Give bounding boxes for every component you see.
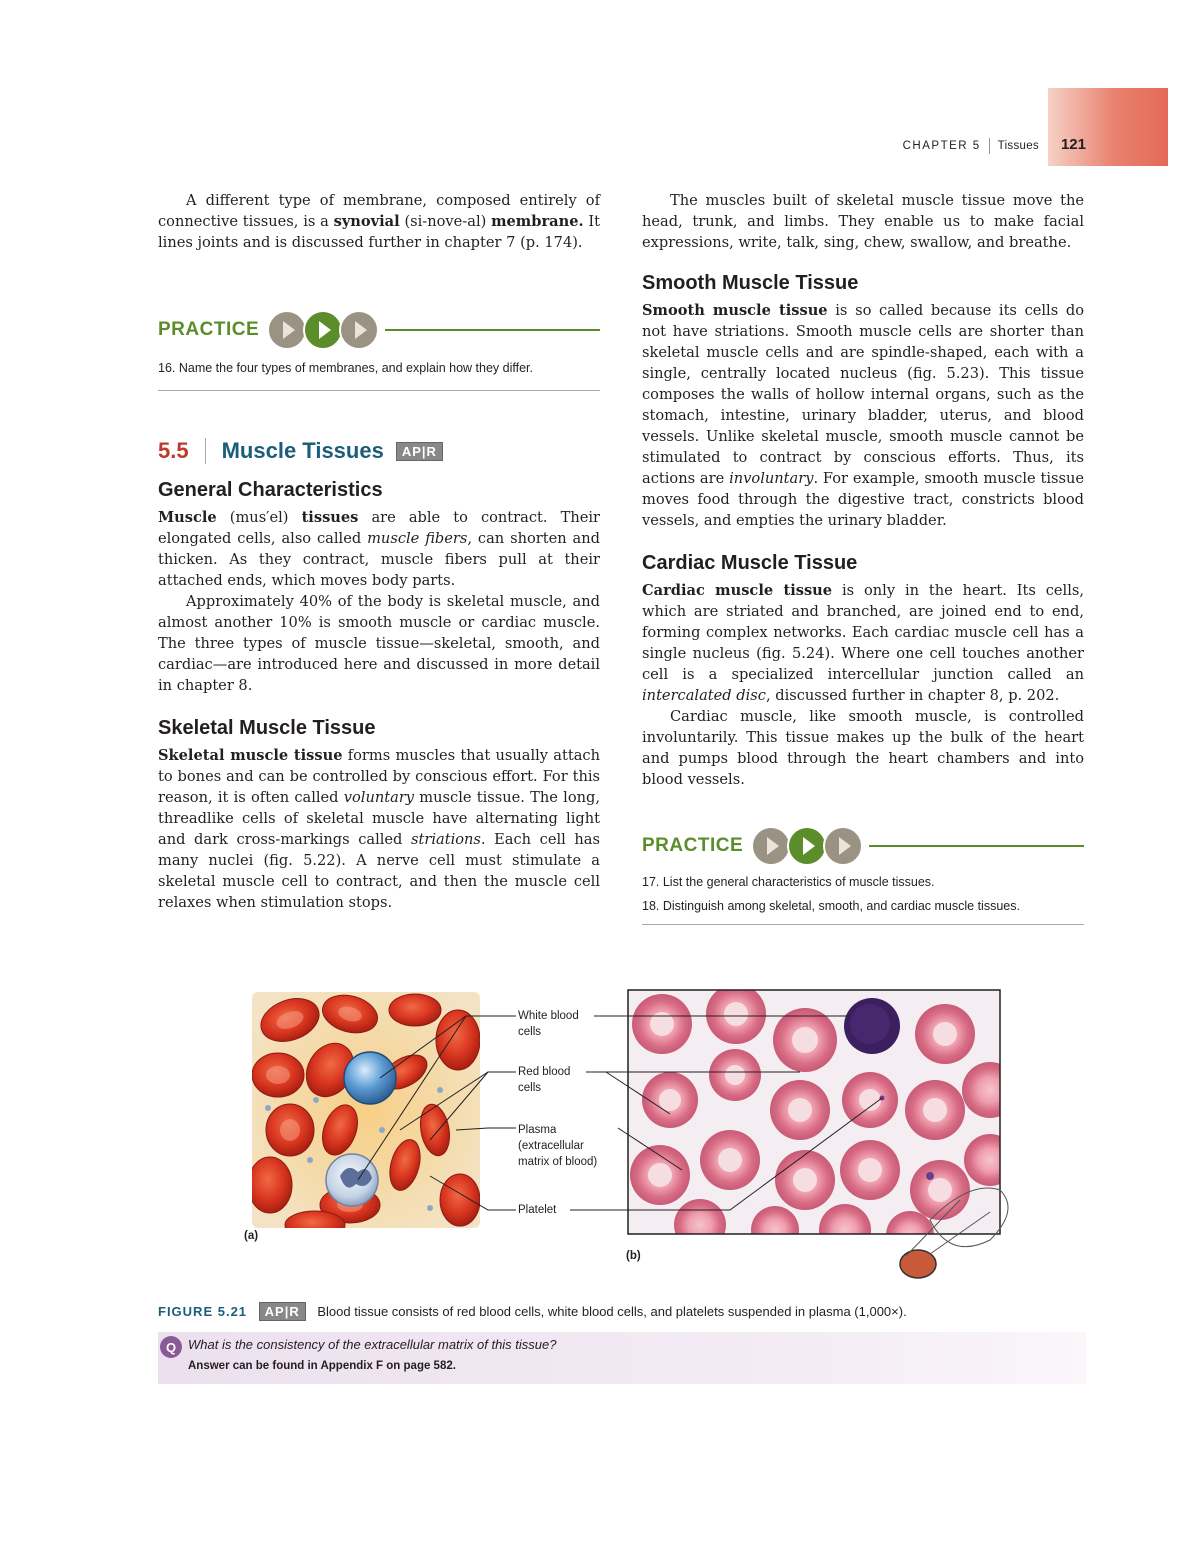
- question-icon: Q: [160, 1336, 182, 1358]
- figure-5-21: [230, 980, 1030, 1290]
- label-line: cells: [518, 1082, 542, 1094]
- practice-rule: [869, 845, 1084, 847]
- panel-label-b: (b): [626, 1250, 641, 1262]
- label-platelet: Platelet: [518, 1204, 557, 1216]
- chapter-tab: [1048, 88, 1168, 166]
- figure-caption: [158, 1302, 907, 1321]
- blood-micrograph: [628, 984, 1018, 1259]
- practice-question-16: 16. Name the four types of membranes, and explain how they differ.: [158, 361, 533, 375]
- label-white-blood-cells: [518, 1008, 579, 1040]
- label-line: cells: [518, 1026, 542, 1038]
- apr-badge: AP|R: [259, 1302, 306, 1321]
- practice-banner-1: [158, 310, 600, 350]
- section-title: Muscle Tissues: [221, 438, 384, 463]
- label-line: White blood: [518, 1010, 579, 1022]
- label-plasma: [518, 1122, 597, 1170]
- smooth-paragraph: Smooth muscle tissue is so called because its cells do not have striations. Smooth muscle cells are shorter than skeletal muscle cells and are spindle-shaped, each with a single, centrally located nucleus (fig. 5.23). This tissue composes the walls of hollow internal organs, such as the stomach, intestine, urinary bladder, uterus, and blood vessels. Unlike skeletal muscle, smooth muscle cannot be stimulated to contract by conscious efforts. Thus, its actions are involuntary. For example, smooth muscle tissue moves food through the digestive tract, constricts blood vessels, and empties the urinary bladder.: [642, 302, 1085, 529]
- practice-arrow-icon: [823, 826, 863, 866]
- skeletal-function-paragraph: The muscles built of skeletal muscle tissue move the head, trunk, and limbs. They enable us to make facial expressions, write, talk, sing, chew, swallow, and breathe.: [642, 192, 1084, 251]
- practice-arrow-icon: [339, 310, 379, 350]
- practice-box-1: [158, 310, 600, 391]
- section-number: 5.5: [158, 438, 189, 463]
- synovial-paragraph: A different type of membrane, composed entirely of connective tissues, is a synovial (si-nove-al) membrane. It lines joints and is discussed further in chapter 7 (p. 174).: [158, 192, 600, 251]
- running-header: [903, 136, 1086, 154]
- header-divider: [989, 138, 990, 154]
- cardiac-paragraph-1: Cardiac muscle tissue is only in the heart. Its cells, which are striated and branched, are joined end to end, forming complex networks. Each cardiac muscle cell has a single nucleus (fig. 5.24). Where one cell touches another cell is a specialized intercellular junction called an intercalated disc, discussed further in chapter 8, p. 202.: [642, 582, 1084, 704]
- practice-arrow-icon: [787, 826, 827, 866]
- practice-label: PRACTICE: [158, 319, 260, 340]
- practice-banner-2: [642, 826, 1084, 866]
- practice-arrow-icon: [303, 310, 343, 350]
- section-heading: [158, 438, 443, 464]
- chapter-label: CHAPTER 5: [902, 140, 981, 152]
- label-line: (extracellular: [518, 1140, 584, 1152]
- left-column: [158, 190, 600, 253]
- page-number: 121: [1060, 136, 1086, 153]
- question-box: [158, 1332, 1086, 1384]
- general-paragraph-1: Muscle (mus′el) tissues are able to contract. Their elongated cells, also called muscle fibers, can shorten and thicken. As they contract, muscle fibers pull at their attached ends, which moves body parts.: [158, 509, 600, 589]
- practice-question-18: 18. Distinguish among skeletal, smooth, and cardiac muscle tissues.: [642, 899, 1020, 913]
- question-text: What is the consistency of the extracellular matrix of this tissue?: [188, 1337, 557, 1352]
- skeletal-paragraph: Skeletal muscle tissue forms muscles that usually attach to bones and can be controlled by conscious effort. For this reason, it is often called voluntary muscle tissue. The long, threadlike cells of skeletal muscle have alternating light and dark cross-markings called striations. Each cell has many nuclei (fig. 5.22). A nerve cell must stimulate a skeletal muscle cell to contract, and then the muscle cell relaxes when stimulation stops.: [158, 747, 601, 911]
- label-line: Plasma: [518, 1124, 557, 1136]
- practice-arrow-icon: [751, 826, 791, 866]
- cardiac-heading: Cardiac Muscle Tissue: [642, 552, 858, 574]
- label-red-blood-cells: [518, 1064, 570, 1096]
- blood-illustration: [248, 989, 480, 1239]
- practice-label: PRACTICE: [642, 835, 744, 856]
- general-characteristics-heading: General Characteristics: [158, 479, 383, 501]
- practice-box-2: [642, 826, 1084, 925]
- muscle-intro: [158, 480, 600, 913]
- section-divider: [205, 438, 206, 464]
- section-label: Tissues: [997, 140, 1039, 152]
- answer-text: Answer can be found in Appendix F on page 582.: [188, 1360, 456, 1372]
- caption-text: Blood tissue consists of red blood cells, white blood cells, and platelets suspended in plasma (1,000×).: [317, 1304, 907, 1319]
- practice-question-17: 17. List the general characteristics of muscle tissues.: [642, 875, 935, 889]
- apr-badge: AP|R: [396, 442, 443, 461]
- skeletal-heading: Skeletal Muscle Tissue: [158, 717, 376, 739]
- practice-rule: [385, 329, 600, 331]
- practice-bottom-rule: [158, 390, 600, 391]
- right-column: [642, 190, 1084, 790]
- practice-bottom-rule: [642, 924, 1084, 925]
- cardiac-paragraph-2: Cardiac muscle, like smooth muscle, is controlled involuntarily. This tissue makes up the bulk of the heart and pumps blood through the heart chambers and into blood vessels.: [642, 708, 1084, 788]
- smooth-heading: Smooth Muscle Tissue: [642, 272, 859, 294]
- label-line: Red blood: [518, 1066, 571, 1078]
- label-line: matrix of blood): [518, 1156, 598, 1168]
- general-paragraph-2: Approximately 40% of the body is skeletal muscle, and almost another 10% is smooth muscle or cardiac muscle. The three types of muscle tissue—skeletal, smooth, and cardiac—are introduced here and discussed in more detail in chapter 8.: [158, 593, 600, 694]
- panel-label-a: (a): [244, 1230, 259, 1242]
- figure-number: FIGURE 5.21: [158, 1304, 248, 1319]
- practice-arrow-icon: [267, 310, 307, 350]
